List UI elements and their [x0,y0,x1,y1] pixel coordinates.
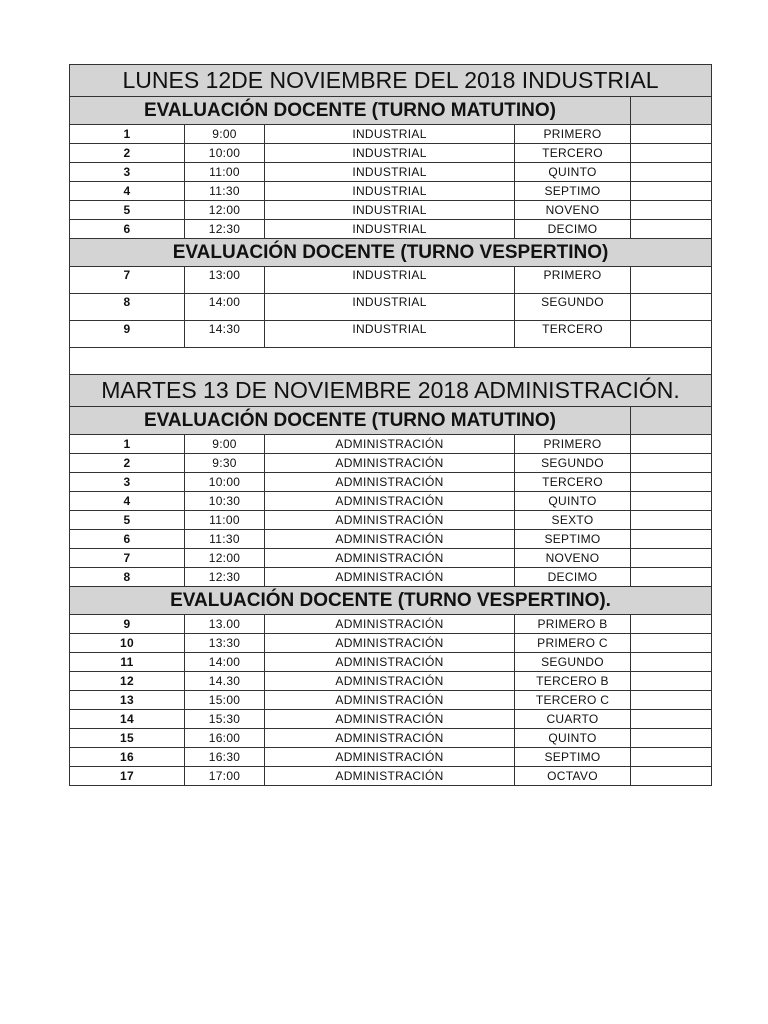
row-career: INDUSTRIAL [265,163,515,182]
row-number: 7 [70,267,185,294]
table-row [70,691,712,710]
blank-row [70,348,712,375]
empty-cell [631,163,712,182]
row-career: ADMINISTRACIÓN [265,492,515,511]
row-number: 8 [70,294,185,321]
empty-cell [631,144,712,163]
row-number: 17 [70,767,185,786]
row-number: 1 [70,125,185,144]
empty-cell [631,321,712,348]
row-level: QUINTO [515,492,631,511]
empty-cell [631,294,712,321]
row-number: 12 [70,672,185,691]
empty-cell [631,729,712,748]
row-time: 11:00 [185,511,265,530]
table-row [70,634,712,653]
row-level: NOVENO [515,549,631,568]
row-number: 5 [70,201,185,220]
shift-header-row [70,587,712,615]
afternoon-shift-header: EVALUACIÓN DOCENTE (TURNO VESPERTINO). [70,587,712,615]
row-time: 16:30 [185,748,265,767]
table-row [70,435,712,454]
empty-cell [631,615,712,634]
row-time: 10:00 [185,473,265,492]
empty-cell [631,97,712,125]
row-time: 9:00 [185,125,265,144]
afternoon-shift-header: EVALUACIÓN DOCENTE (TURNO VESPERTINO) [70,239,712,267]
row-career: ADMINISTRACIÓN [265,729,515,748]
row-level: TERCERO C [515,691,631,710]
empty-cell [631,511,712,530]
empty-cell [70,348,712,375]
row-time: 14.30 [185,672,265,691]
morning-shift-header: EVALUACIÓN DOCENTE (TURNO MATUTINO) [70,97,631,125]
empty-cell [631,672,712,691]
table-row [70,220,712,239]
table-row [70,653,712,672]
row-number: 10 [70,634,185,653]
row-time: 11:30 [185,182,265,201]
schedule-table [69,64,712,786]
row-level: PRIMERO C [515,634,631,653]
row-number: 11 [70,653,185,672]
row-career: ADMINISTRACIÓN [265,748,515,767]
row-time: 9:30 [185,454,265,473]
row-number: 5 [70,511,185,530]
row-number: 6 [70,530,185,549]
row-number: 6 [70,220,185,239]
row-time: 12:30 [185,568,265,587]
row-level: PRIMERO [515,125,631,144]
row-career: ADMINISTRACIÓN [265,530,515,549]
empty-cell [631,634,712,653]
empty-cell [631,653,712,672]
row-career: ADMINISTRACIÓN [265,672,515,691]
empty-cell [631,549,712,568]
table-row [70,473,712,492]
table-row [70,267,712,294]
row-career: ADMINISTRACIÓN [265,568,515,587]
row-number: 2 [70,454,185,473]
table-row [70,182,712,201]
shift-header-row [70,97,712,125]
row-career: INDUSTRIAL [265,201,515,220]
table-row [70,144,712,163]
row-number: 3 [70,163,185,182]
table-row [70,511,712,530]
empty-cell [631,748,712,767]
row-level: SEPTIMO [515,530,631,549]
empty-cell [631,407,712,435]
row-level: OCTAVO [515,767,631,786]
row-number: 7 [70,549,185,568]
row-level: SEGUNDO [515,294,631,321]
row-time: 12:00 [185,549,265,568]
table-row [70,748,712,767]
row-time: 13:30 [185,634,265,653]
section-industrial-afternoon [70,239,712,348]
empty-cell [631,473,712,492]
row-time: 12:30 [185,220,265,239]
row-career: ADMINISTRACIÓN [265,634,515,653]
row-number: 1 [70,435,185,454]
row-number: 15 [70,729,185,748]
section-title-row [70,65,712,97]
table-row [70,454,712,473]
empty-cell [631,125,712,144]
row-time: 14:00 [185,653,265,672]
row-level: SEGUNDO [515,653,631,672]
empty-cell [631,267,712,294]
section-title: LUNES 12DE NOVIEMBRE DEL 2018 INDUSTRIAL [70,65,712,97]
shift-header-row [70,407,712,435]
schedule-sheet [69,64,711,786]
row-career: ADMINISTRACIÓN [265,691,515,710]
empty-cell [631,767,712,786]
empty-cell [631,454,712,473]
row-level: TERCERO [515,321,631,348]
table-row [70,568,712,587]
empty-cell [631,492,712,511]
table-row [70,767,712,786]
row-level: SEPTIMO [515,748,631,767]
row-career: INDUSTRIAL [265,144,515,163]
row-level: NOVENO [515,201,631,220]
row-time: 17:00 [185,767,265,786]
table-row [70,549,712,568]
row-career: ADMINISTRACIÓN [265,454,515,473]
row-career: ADMINISTRACIÓN [265,710,515,729]
row-level: SEGUNDO [515,454,631,473]
empty-cell [631,182,712,201]
section-title: MARTES 13 DE NOVIEMBRE 2018 ADMINISTRACIÓN. [70,375,712,407]
row-time: 9:00 [185,435,265,454]
row-level: PRIMERO [515,435,631,454]
row-time: 14:30 [185,321,265,348]
row-career: ADMINISTRACIÓN [265,767,515,786]
row-number: 4 [70,182,185,201]
row-number: 2 [70,144,185,163]
row-level: PRIMERO B [515,615,631,634]
row-time: 16:00 [185,729,265,748]
row-level: SEPTIMO [515,182,631,201]
empty-cell [631,530,712,549]
section-title-row [70,375,712,407]
row-number: 3 [70,473,185,492]
row-career: INDUSTRIAL [265,182,515,201]
table-row [70,321,712,348]
row-level: TERCERO B [515,672,631,691]
table-row [70,125,712,144]
row-career: INDUSTRIAL [265,267,515,294]
row-number: 14 [70,710,185,729]
table-row [70,615,712,634]
empty-cell [631,691,712,710]
empty-cell [631,568,712,587]
row-time: 13.00 [185,615,265,634]
row-time: 11:00 [185,163,265,182]
row-number: 4 [70,492,185,511]
empty-cell [631,220,712,239]
row-level: PRIMERO [515,267,631,294]
row-level: SEXTO [515,511,631,530]
table-row [70,492,712,511]
row-time: 10:00 [185,144,265,163]
row-career: ADMINISTRACIÓN [265,653,515,672]
row-career: INDUSTRIAL [265,294,515,321]
row-time: 14:00 [185,294,265,321]
row-level: TERCERO [515,473,631,492]
table-row [70,201,712,220]
table-row [70,710,712,729]
row-time: 12:00 [185,201,265,220]
table-row [70,729,712,748]
empty-cell [631,710,712,729]
row-time: 11:30 [185,530,265,549]
row-level: TERCERO [515,144,631,163]
row-time: 13:00 [185,267,265,294]
table-row [70,672,712,691]
row-career: INDUSTRIAL [265,125,515,144]
shift-header-row [70,239,712,267]
row-level: DECIMO [515,220,631,239]
row-level: QUINTO [515,729,631,748]
section-administracion-afternoon [70,587,712,786]
row-level: DECIMO [515,568,631,587]
row-number: 9 [70,615,185,634]
table-row [70,530,712,549]
row-number: 13 [70,691,185,710]
row-number: 16 [70,748,185,767]
row-time: 10:30 [185,492,265,511]
row-career: INDUSTRIAL [265,321,515,348]
row-level: CUARTO [515,710,631,729]
row-career: ADMINISTRACIÓN [265,473,515,492]
row-career: ADMINISTRACIÓN [265,435,515,454]
row-career: ADMINISTRACIÓN [265,511,515,530]
row-number: 8 [70,568,185,587]
empty-cell [631,201,712,220]
spacer [70,348,712,375]
row-career: ADMINISTRACIÓN [265,549,515,568]
table-row [70,163,712,182]
morning-shift-header: EVALUACIÓN DOCENTE (TURNO MATUTINO) [70,407,631,435]
empty-cell [631,435,712,454]
row-time: 15:30 [185,710,265,729]
row-career: ADMINISTRACIÓN [265,615,515,634]
row-career: INDUSTRIAL [265,220,515,239]
row-number: 9 [70,321,185,348]
row-time: 15:00 [185,691,265,710]
table-row [70,294,712,321]
section-industrial [70,65,712,239]
section-administracion [70,375,712,587]
row-level: QUINTO [515,163,631,182]
